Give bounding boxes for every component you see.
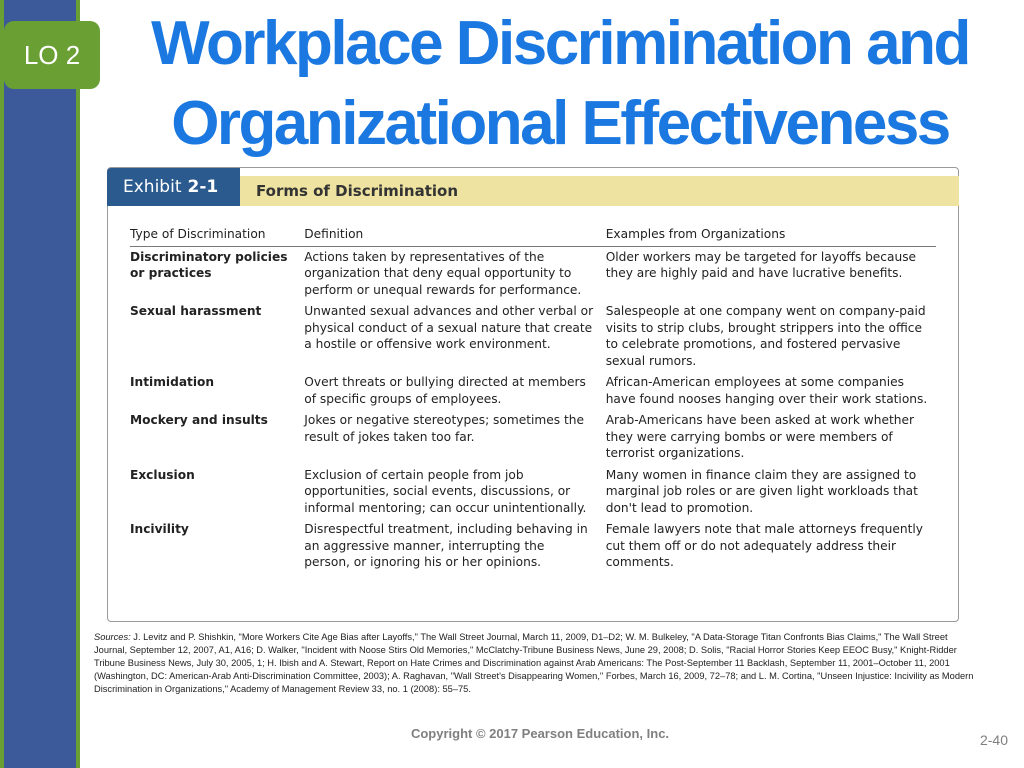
row-type: Intimidation [130, 375, 215, 389]
slide-sidebar-panel [4, 0, 76, 768]
exhibit-box [107, 167, 959, 622]
table-header-row [130, 222, 936, 246]
learning-objective-badge: LO 2 [4, 21, 100, 89]
row-type: Mockery and insults [130, 413, 268, 427]
row-definition: Disrespectful treatment, including behaving in an aggressive manner, interrupting the person, or ignoring his or her opinions. [304, 522, 588, 569]
row-example: Arab-Americans have been asked at work whether they were carrying bombs or were members of terrorist organizations. [605, 413, 914, 460]
exhibit-label: Exhibit [123, 177, 182, 197]
row-definition: Overt threats or bullying directed at members of specific groups of employees. [304, 375, 586, 406]
copyright-footer: Copyright © 2017 Pearson Education, Inc. [410, 726, 670, 741]
table-row [130, 465, 936, 520]
table-row [130, 301, 936, 372]
exhibit-number: 2-1 [187, 177, 219, 197]
row-example: Older workers may be targeted for layoffs because they are highly paid and have lucrative benefits. [605, 249, 917, 280]
table-row [130, 519, 936, 574]
row-example: Female lawyers note that male attorneys frequently cut them off or do not adequately address their comments. [605, 522, 923, 569]
row-definition: Actions taken by representatives of the organization that deny equal opportunity to perform or unequal rewards for performance. [304, 249, 582, 297]
sources-text: J. Levitz and P. Shishkin, "More Workers Cite Age Bias after Layoffs," The Wall Street Journal, March 11, 2009, D1–D2; W. M. Bulkeley, "A Data-Storage Titan Confronts Bias Claims," The Wall Street Journal, September 12, 2007, A1, A16; D. Walker, "Incident with Noose Stirs Old Memories," McClatchy-Tribune Business News, June 29, 2008; D. Solis, "Racial Horror Stories Keep EEOC Busy," Knight-Ridder Tribune Business News, July 30, 2005, 1; H. Ibish and A. Stewart, Report on Hate Crimes and Discrimination against Arab Americans: The Post-September 11 Backlash, September 11, 2001–October 11, 2001 (Washington, DC: American-Arab Anti-Discrimination Committee, 2003); A. Raghavan, "Wall Street's Disappearing Women," Forbes, March 16, 2009, 72–78; and L. M. Cortina, "Unseen Injustice: Incivility as Modern Discrimination in Organizations," Academy of Management Review 33, no. 1 (2008): 55–75. [94, 632, 974, 695]
sources-lead: Sources: [94, 632, 131, 642]
column-header-definition: Definition [304, 222, 605, 246]
row-example: Many women in finance claim they are assigned to marginal job roles or are given light workloads that don't lead to promotion. [605, 467, 918, 515]
row-type: Sexual harassment [130, 304, 262, 318]
row-example: Salespeople at one company went on company-paid visits to strip clubs, brought strippers into the office to celebrate promotions, and fostered pervasive sexual rumors. [605, 304, 926, 368]
sources-note [94, 631, 974, 696]
slide-title: Workplace Discrimination and Organizational Effectiveness [151, 9, 969, 158]
table-row [130, 410, 936, 465]
row-type: Incivility [130, 522, 189, 536]
table-row [130, 246, 936, 301]
row-definition: Exclusion of certain people from job opportunities, social events, discussions, or informal mentoring; can occur unintentionally. [304, 467, 587, 515]
row-type: Exclusion [130, 467, 195, 482]
table-row [130, 372, 936, 410]
discrimination-table [130, 222, 936, 574]
exhibit-heading: Forms of Discrimination [256, 182, 458, 200]
page-number: 2-40 [979, 732, 1008, 748]
row-definition: Jokes or negative stereotypes; sometimes the result of jokes taken too far. [304, 413, 584, 444]
row-type: Discriminatory policies or practices [130, 249, 288, 280]
row-example: African-American employees at some companies have found nooses hanging over their work stations. [605, 375, 928, 406]
row-definition: Unwanted sexual advances and other verbal or physical conduct of a sexual nature that create a hostile or offensive work environment. [304, 304, 594, 351]
slide-sidebar [0, 0, 80, 768]
column-header-examples: Examples from Organizations [606, 222, 936, 246]
exhibit-tab [107, 168, 240, 206]
column-header-type: Type of Discrimination [130, 222, 304, 246]
